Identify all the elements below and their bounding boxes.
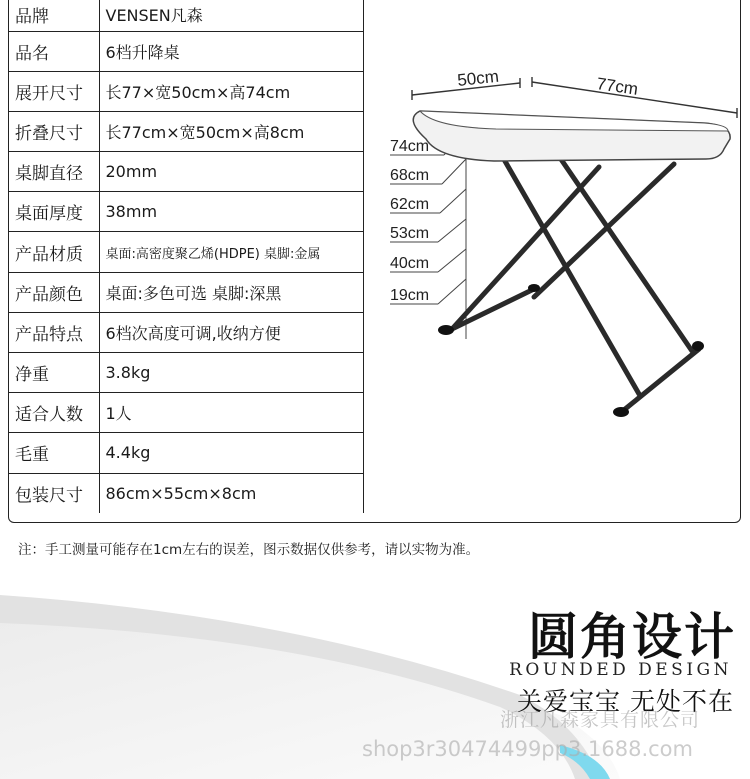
spec-value: 38mm <box>99 192 364 232</box>
watermark-company: 浙江凡森家具有限公司 <box>500 709 701 731</box>
spec-label: 产品颜色 <box>9 272 99 312</box>
height-label: 40cm <box>390 255 430 272</box>
spec-row <box>9 232 364 272</box>
spec-row <box>9 312 364 352</box>
spec-value: 20mm <box>99 152 364 192</box>
spec-value: 桌面:高密度聚乙烯(HDPE) 桌脚:金属 <box>99 232 364 272</box>
measurement-note: 注：手工测量可能存在1cm左右的误差，图示数据仅供参考，请以实物为准。 <box>18 542 480 558</box>
spec-label: 净重 <box>9 353 99 393</box>
spec-row <box>9 272 364 312</box>
spec-row <box>9 111 364 151</box>
spec-label: 展开尺寸 <box>9 71 99 111</box>
spec-value: 4.4kg <box>99 433 364 473</box>
height-label: 53cm <box>390 225 430 242</box>
spec-row <box>9 71 364 111</box>
spec-row <box>9 152 364 192</box>
spec-row <box>9 353 364 393</box>
spec-row <box>9 473 364 513</box>
spec-value: 长77cm×宽50cm×高8cm <box>99 111 364 151</box>
height-label: 68cm <box>390 167 430 184</box>
spec-row <box>9 192 364 232</box>
watermark-url: shop3r30474499pp3.1688.com <box>362 737 693 761</box>
spec-label: 品牌 <box>9 0 99 31</box>
spec-label: 毛重 <box>9 433 99 473</box>
width-label: 50cm <box>456 66 500 90</box>
spec-value: 6档次高度可调,收纳方便 <box>99 312 364 352</box>
spec-row <box>9 31 364 71</box>
spec-label: 折叠尺寸 <box>9 111 99 151</box>
spec-label: 桌脚直径 <box>9 152 99 192</box>
spec-row <box>9 433 364 473</box>
spec-value: 86cm×55cm×8cm <box>99 473 364 513</box>
table-diagram <box>374 0 739 523</box>
spec-value: 3.8kg <box>99 353 364 393</box>
table-legs <box>452 149 699 414</box>
spec-label: 桌面厚度 <box>9 192 99 232</box>
spec-value: 6档升降桌 <box>99 31 364 71</box>
banner-slogan: 关爱宝宝 无处不在 <box>517 687 734 716</box>
spec-value: 1人 <box>99 393 364 433</box>
tabletop <box>413 111 730 161</box>
spec-label: 产品特点 <box>9 312 99 352</box>
spec-frame <box>8 0 741 523</box>
length-label: 77cm <box>595 74 640 99</box>
banner-subtitle: ROUNDED DESIGN <box>509 660 732 680</box>
spec-value: VENSEN凡森 <box>99 0 364 31</box>
height-label: 74cm <box>390 138 430 155</box>
spec-table <box>9 0 364 513</box>
spec-row <box>9 0 364 31</box>
banner-title: 圆角设计 <box>528 608 736 666</box>
height-label: 19cm <box>390 287 430 304</box>
spec-value: 长77×宽50cm×高74cm <box>99 71 364 111</box>
height-label: 62cm <box>390 196 430 213</box>
spec-label: 适合人数 <box>9 393 99 433</box>
spec-row <box>9 393 364 433</box>
spec-label: 品名 <box>9 31 99 71</box>
rounded-design-banner <box>0 575 750 779</box>
spec-label: 包装尺寸 <box>9 473 99 513</box>
spec-label: 产品材质 <box>9 232 99 272</box>
spec-value: 桌面:多色可选 桌脚:深黑 <box>99 272 364 312</box>
